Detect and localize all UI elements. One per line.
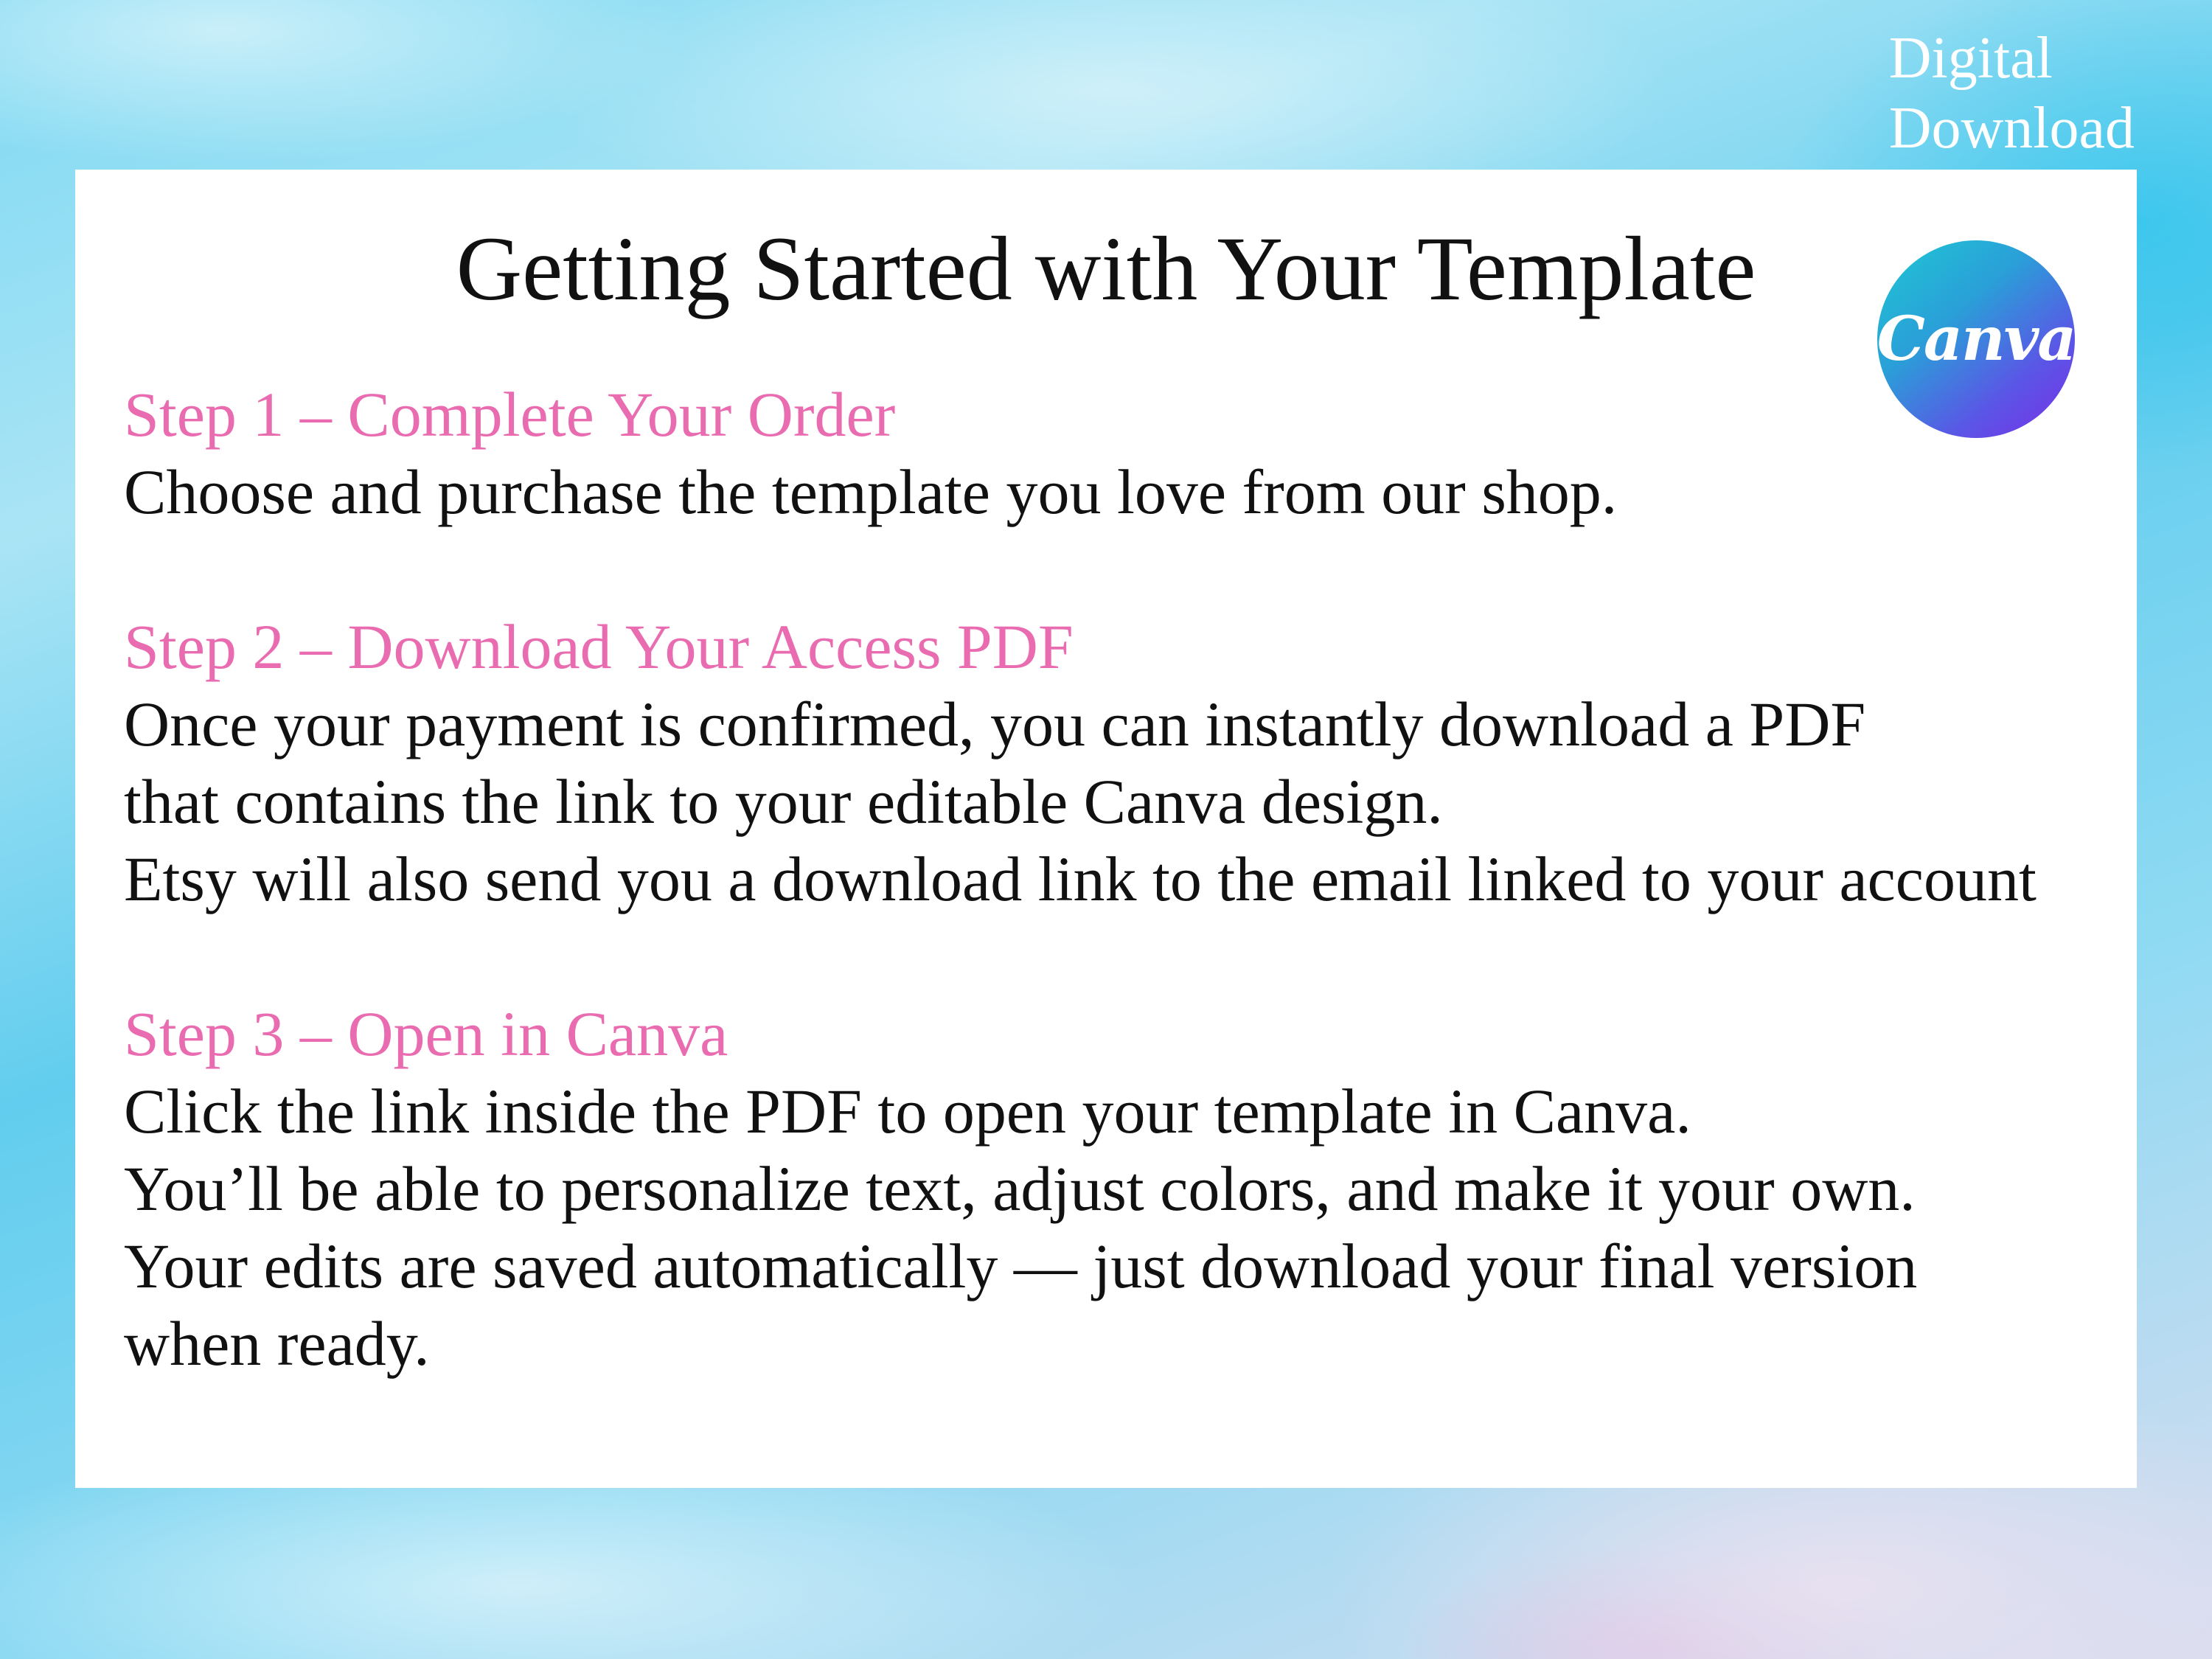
steps-list [124, 376, 2115, 1460]
watermark-line-2: Download [1888, 96, 2135, 161]
step-3-body [124, 1073, 2115, 1382]
step-3 [124, 995, 2115, 1382]
step-2-line-2: that contains the link to your editable Canva design. [124, 766, 1443, 837]
step-2-line-3: Etsy will also send you a download link to the email linked to your account [124, 844, 2037, 914]
page-title: Getting Started with Your Template [456, 218, 1756, 319]
step-1-title: Step 1 – Complete Your Order [124, 379, 896, 450]
step-1 [124, 376, 2115, 531]
step-3-line-2: You’ll be able to personalize text, adjust colors, and make it your own. [124, 1153, 1916, 1224]
step-3-title: Step 3 – Open in Canva [124, 998, 728, 1069]
step-1-body [124, 453, 2115, 531]
step-3-line-4: when ready. [124, 1308, 430, 1379]
watermark-line-1: Digital [1888, 26, 2053, 91]
digital-download-watermark [1889, 24, 2135, 164]
step-2 [124, 608, 2115, 918]
instructions-card [75, 170, 2137, 1488]
step-3-line-1: Click the link inside the PDF to open your template in Canva. [124, 1076, 1691, 1147]
step-1-line-1: Choose and purchase the template you love from our shop. [124, 456, 1618, 527]
step-3-line-3: Your edits are saved automatically — just download your final version [124, 1231, 1918, 1301]
canva-logo-text: Canva [1877, 304, 2076, 375]
step-2-body [124, 686, 2115, 918]
step-2-title: Step 2 – Download Your Access PDF [124, 611, 1074, 682]
step-2-line-1: Once your payment is confirmed, you can instantly download a PDF [124, 689, 1866, 759]
